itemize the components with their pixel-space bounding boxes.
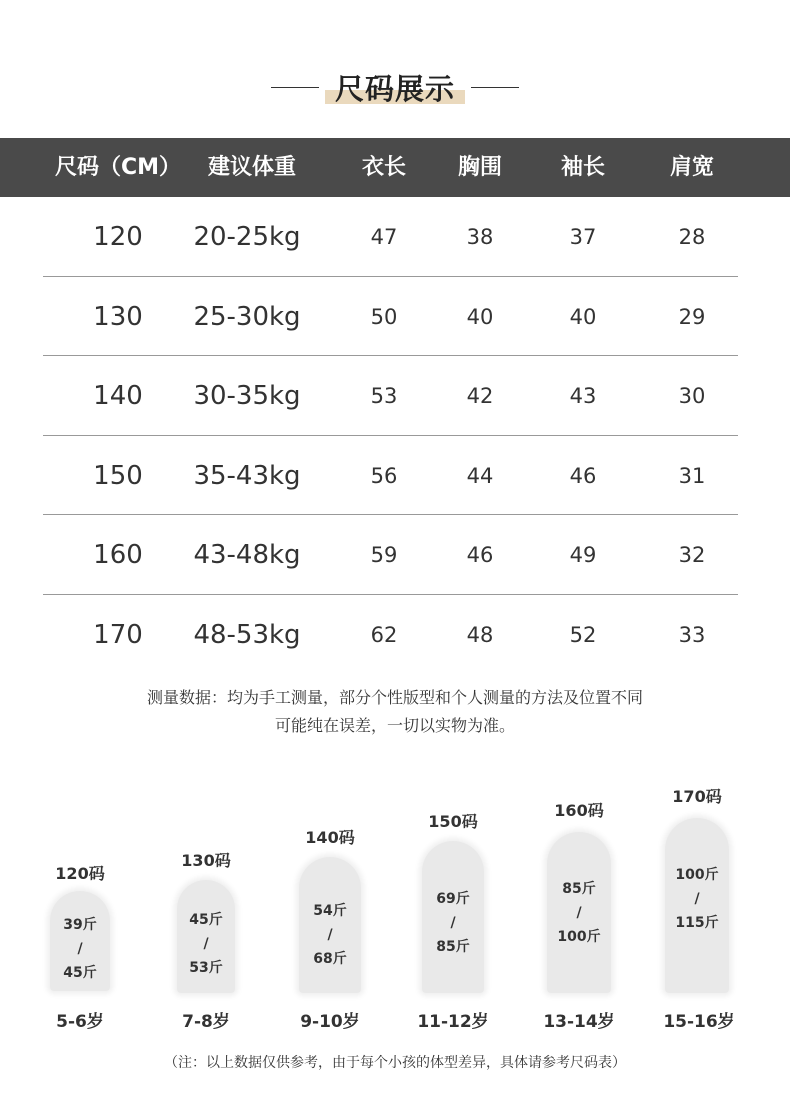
kid-age-label: 7-8岁 [182,1012,230,1032]
cell-shoulder: 31 [678,463,706,488]
cell-weight: 20-25kg [193,222,301,252]
cell-chest: 42 [466,384,494,408]
cell-weight: 48-53kg [193,619,301,650]
kid-weight-sep: / [77,941,83,957]
cell-size: 140 [93,381,143,411]
cell-sleeve: 40 [569,304,597,329]
footnote: （注：以上数据仅供参考，由于每个小孩的体型差异，具体请参考尺码表） [164,1055,626,1071]
kid-weight-max: 85斤 [436,939,470,955]
header-sleeve: 袖长 [560,155,605,180]
kid-age-label: 9-10岁 [300,1012,360,1032]
cell-chest: 40 [466,304,494,329]
kid-weight-min: 85斤 [562,881,596,897]
kid-weight-min: 69斤 [436,891,470,907]
table-row [43,595,738,674]
cell-sleeve: 49 [569,543,597,567]
kid-weight-max: 45斤 [63,965,97,981]
cell-sleeve: 43 [569,384,597,408]
cell-size: 120 [93,222,143,252]
kid-size-label: 170码 [672,787,722,806]
kid-age-label: 11-12岁 [417,1012,489,1032]
header-weight: 建议体重 [207,155,296,180]
kid-weight-sep: / [694,891,700,907]
table-row [43,515,738,595]
kid-weight-max: 53斤 [189,960,223,976]
table-row [43,436,738,516]
kid-weight-sep: / [450,915,456,931]
cell-weight: 25-30kg [193,301,301,332]
kid-figure-160 [529,792,629,995]
kid-weight-min: 39斤 [63,917,97,933]
kid-weight-sep: / [576,905,582,921]
header-chest: 胸围 [457,155,502,180]
cell-shoulder: 29 [678,304,706,329]
measurement-note-line2: 可能纯在误差，一切以实物为准。 [274,716,515,735]
kid-weight-min: 100斤 [675,867,719,883]
cell-chest: 48 [466,622,494,647]
header-length: 衣长 [361,155,406,180]
cell-sleeve: 37 [569,225,597,249]
kid-weight-max: 68斤 [313,951,347,967]
cell-sleeve: 46 [569,463,597,488]
title-divider-right [471,87,519,88]
measurement-note [0,684,790,740]
title-divider-left [271,87,319,88]
cell-length: 50 [370,304,398,329]
header-size: 尺码（CM） [54,155,182,180]
measurement-note-line1: 测量数据：均为手工测量，部分个性版型和个人测量的方法及位置不同 [146,688,643,707]
kid-age-label: 15-16岁 [663,1012,735,1032]
cell-length: 62 [370,622,398,647]
kid-age-label: 13-14岁 [543,1012,615,1032]
cell-length: 53 [370,384,398,408]
cell-weight: 35-43kg [193,460,301,491]
kid-weight-min: 54斤 [313,903,347,919]
kid-figure-170 [647,778,747,995]
kid-size-label: 150码 [428,812,478,831]
kid-weight-max: 115斤 [675,915,719,931]
cell-chest: 38 [466,225,494,249]
cell-length: 47 [370,225,398,249]
table-row [43,197,738,277]
cell-size: 130 [93,301,143,332]
cell-length: 56 [370,463,398,488]
cell-size: 170 [93,619,143,650]
kid-age-label: 5-6岁 [56,1012,104,1032]
table-row [43,277,738,357]
kid-size-label: 130码 [181,851,231,870]
cell-size: 150 [93,460,143,491]
table-row [43,356,738,436]
kid-weight-sep: / [327,927,333,943]
kid-weight-min: 45斤 [189,912,223,928]
cell-chest: 44 [466,463,494,488]
cell-shoulder: 33 [678,622,706,647]
size-table-body [0,197,790,673]
kid-size-label: 140码 [305,828,355,847]
kid-size-label: 120码 [55,864,105,883]
kid-weight-sep: / [203,936,209,952]
kid-size-label: 160码 [554,801,604,820]
size-table-header [0,138,790,197]
cell-shoulder: 32 [678,543,706,567]
cell-length: 59 [370,543,398,567]
cell-sleeve: 52 [569,622,597,647]
kid-weight-max: 100斤 [557,929,601,945]
cell-shoulder: 30 [678,384,706,408]
cell-chest: 46 [466,543,494,567]
cell-shoulder: 28 [678,225,706,249]
title-box [331,67,459,108]
kid-figure-130 [156,842,256,995]
cell-weight: 30-35kg [193,381,301,411]
kid-figure-150 [403,803,503,995]
page-title: 尺码展示 [334,71,455,106]
kid-figure-120 [30,855,130,995]
page-title-area [0,62,790,112]
cell-size: 160 [93,540,143,570]
cell-weight: 43-48kg [193,540,301,570]
header-shoulder: 肩宽 [669,155,714,180]
kid-figure-140 [280,819,380,995]
